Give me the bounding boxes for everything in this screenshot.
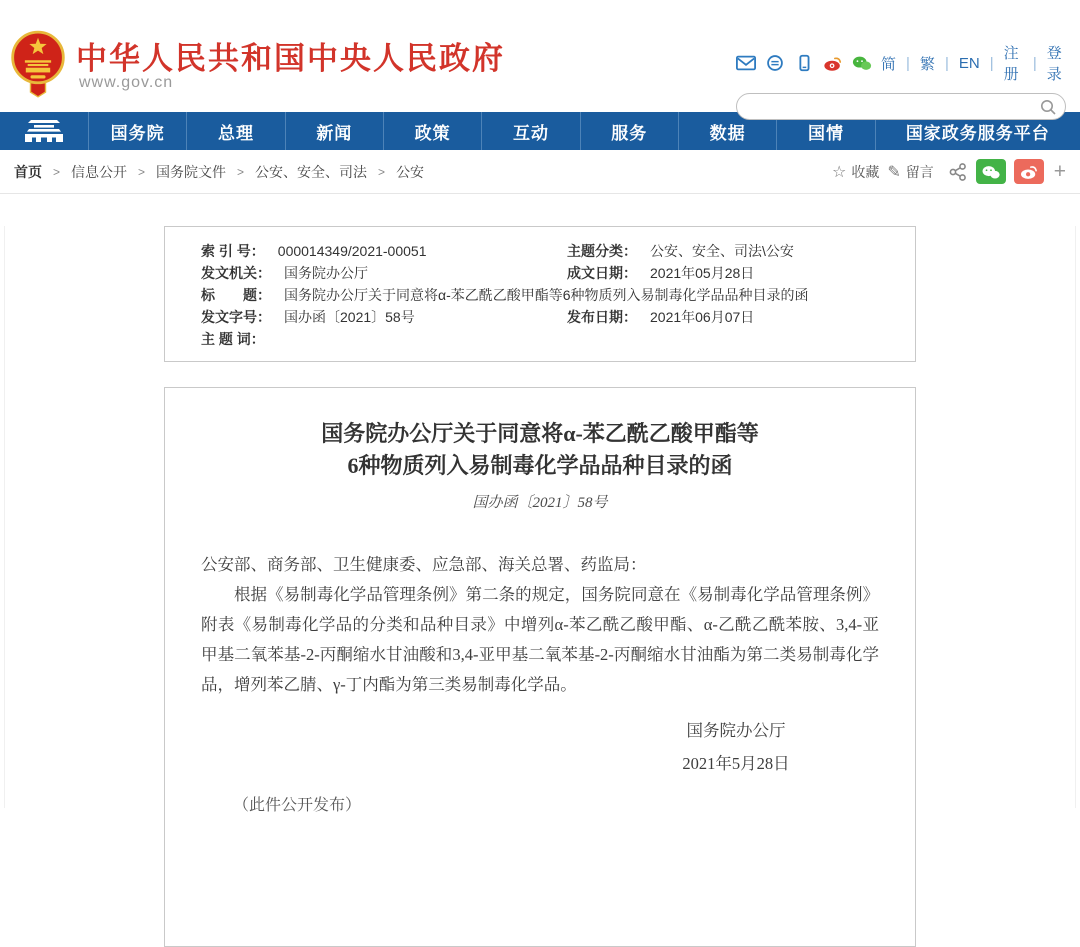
meta-label-keywords: 主 题 词： [201,331,265,347]
wechat-icon [981,164,1001,180]
search-box[interactable] [736,93,1066,120]
mobile-icon[interactable] [794,54,814,72]
search-input[interactable] [749,95,1029,118]
meta-row [165,240,915,262]
breadcrumb-separator: > [138,164,146,179]
breadcrumb-documents[interactable]: 国务院文件 [156,163,227,180]
breadcrumb-separator: > [237,164,245,179]
site-title: 中华人民共和国中央人民政府 [76,41,505,76]
meta-row [165,328,915,350]
meta-label-title: 标 题： [201,287,271,303]
meta-row [165,306,915,328]
lang-traditional-link[interactable]: 繁 [919,55,935,73]
login-link[interactable]: 登录 [1046,45,1062,83]
meta-row [165,284,915,306]
breadcrumb-info-disclosure[interactable]: 信息公开 [71,163,128,180]
document-footnote: （此件公开发布） [233,797,362,814]
search-icon[interactable] [1039,98,1057,116]
document-sign-date: 2021年5月28日 [682,754,790,773]
star-icon: ☆ [831,163,847,181]
tiananmen-icon [19,118,69,144]
document-meta-table [164,226,916,362]
nav-item-policy[interactable]: 政策 [383,112,481,150]
weibo-icon[interactable] [823,54,843,72]
meta-label-publish-date: 发布日期： [567,309,637,325]
nav-item-gov-service-platform[interactable]: 国家政务服务平台 [875,112,1080,150]
meta-value-category: 公安、安全、司法\公安 [650,243,794,259]
national-emblem-icon [8,26,68,102]
nav-item-data[interactable]: 数据 [678,112,776,150]
meta-label-category: 主题分类： [567,243,637,259]
document-title-line1: 国务院办公厅关于同意将α-苯乙酰乙酸甲酯等 [321,421,759,446]
meta-label-signed-date: 成文日期： [567,265,637,281]
favorite-label: 收藏 [851,163,880,180]
document-salutation: 公安部、商务部、卫生健康委、应急部、海关总署、药监局： [201,555,647,574]
weibo-icon [1019,164,1039,180]
site-header [0,0,1080,112]
breadcrumb-category[interactable]: 公安、安全、司法 [255,163,368,180]
wechat-share-button[interactable] [976,159,1006,184]
breadcrumb-separator: > [53,164,61,179]
document-number: 国办函〔2021〕58号 [472,495,608,511]
meta-value-publish-date: 2021年06月07日 [650,309,755,325]
meta-value-signed-date: 2021年05月28日 [650,265,755,281]
favorite-button[interactable] [832,162,879,182]
breadcrumb [0,150,1080,194]
lang-english-link[interactable]: EN [958,54,980,72]
document-title [165,418,915,482]
pencil-icon: ✎ [887,163,901,181]
nav-item-interaction[interactable]: 互动 [481,112,579,150]
meta-value-doc-number: 国办函〔2021〕58号 [284,309,415,325]
nav-item-premier[interactable]: 总理 [186,112,284,150]
nav-item-services[interactable]: 服务 [580,112,678,150]
site-url: www.gov.cn [79,74,174,91]
official-document [164,387,916,947]
meta-label-index: 索 引 号： [201,243,265,259]
lang-simplified-link[interactable]: 简 [881,55,897,73]
meta-value-issuer: 国务院办公厅 [284,265,368,281]
weibo-share-button[interactable] [1014,159,1044,184]
meta-label-doc-number: 发文字号： [201,309,271,325]
document-paragraph: 根据《易制毒化学品管理条例》第二条的规定，国务院同意在《易制毒化学品管理条例》附表《易制毒化学品的分类和品种目录》中增列α-苯乙酰乙酸甲酯、α-乙酰乙酰苯胺、3,4-亚甲基二氧苯基-2-丙酮缩水甘油酸和3,4-亚甲基二氧苯基-2-丙酮缩水甘油酯为第二类易制毒化学品，增列苯乙腈、γ-丁内酯为第三类易制毒化学品。 [201,585,879,694]
meta-value-title: 国务院办公厅关于同意将α-苯乙酰乙酸甲酯等6种物质列入易制毒化学品品种目录的函 [284,287,809,303]
meta-row [165,262,915,284]
nav-item-state-council[interactable]: 国务院 [88,112,186,150]
meta-value-index: 000014349/2021-00051 [277,243,427,259]
document-title-line2: 6种物质列入易制毒化学品品种目录的函 [347,453,733,478]
document-signature [641,714,831,780]
meta-label-issuer: 发文机关： [201,265,271,281]
content-area [4,226,1076,814]
share-icon[interactable] [948,162,968,182]
link-divider: | [989,54,994,72]
wechat-icon[interactable] [852,54,872,72]
document-signer: 国务院办公厅 [686,721,786,740]
breadcrumb-home[interactable]: 首页 [14,163,42,180]
link-divider: | [906,54,910,72]
nav-item-news[interactable]: 新闻 [285,112,383,150]
link-divider: | [944,54,949,72]
nav-item-national[interactable]: 国情 [776,112,874,150]
mail-icon[interactable] [736,54,756,72]
breadcrumb-public-security[interactable]: 公安 [396,163,425,180]
breadcrumb-separator: > [378,164,386,179]
register-link[interactable]: 注册 [1003,45,1019,83]
more-share-button[interactable]: + [1053,159,1066,183]
link-divider: | [1032,54,1037,72]
comment-icon[interactable] [765,54,785,72]
comment-button[interactable] [887,162,933,182]
comment-label: 留言 [905,163,934,180]
nav-home[interactable] [0,112,88,150]
